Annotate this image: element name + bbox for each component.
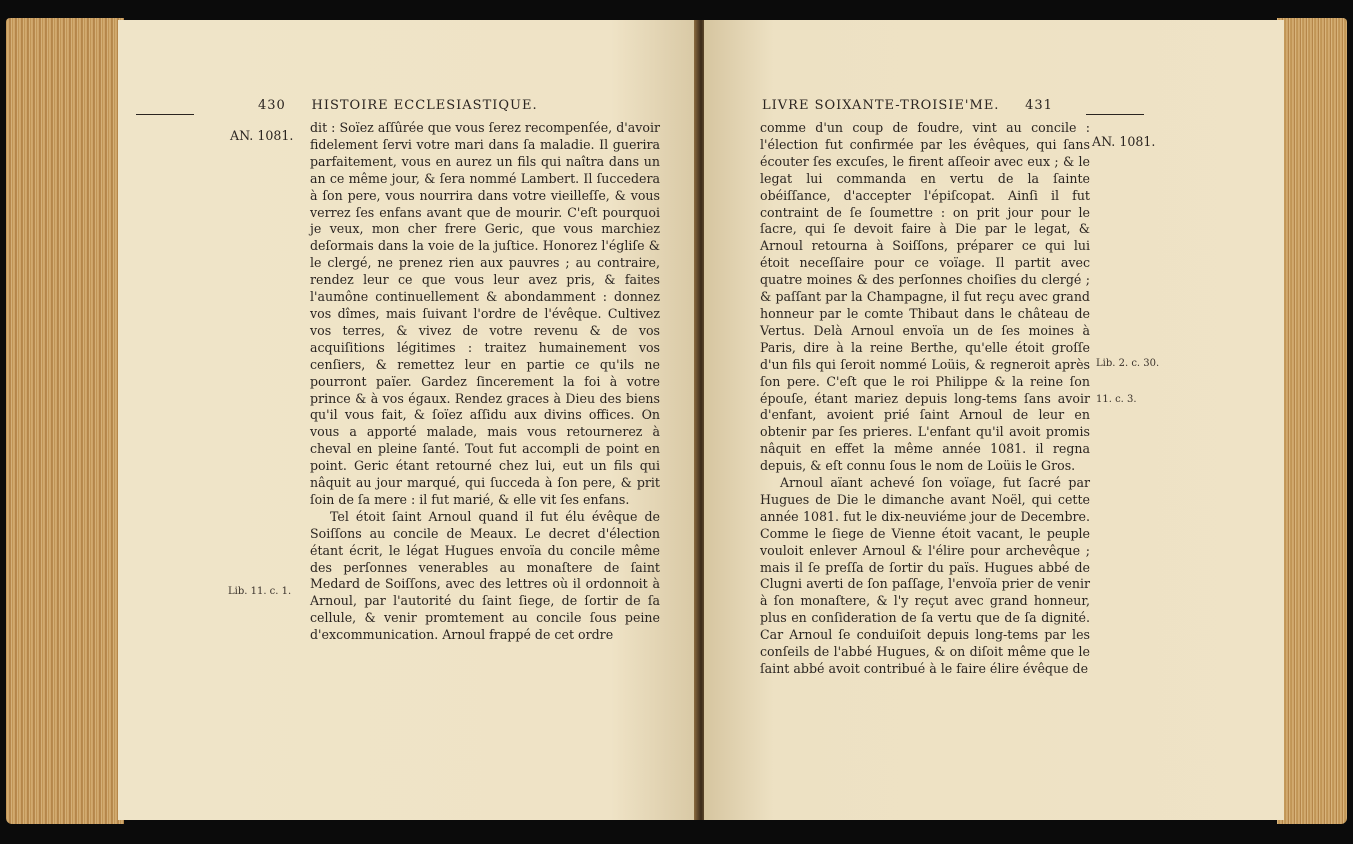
right-paragraph-2: Arnoul aïant achevé ſon voïage, fut ſacré par Hugues de Die le dimanche avant Noël, qui cette année 1081. fut le dix-neuviéme jour de Decembre. Comme le ſiege de Vienne étoit vacant, le peuple vouloit enlever Arnoul & l'élire pour archevêque ; mais il ſe preſſa de ſortir du païs. Hugues abbé de Clugni averti de ſon paſſage, l'envoïa prier de venir à ſon monaſtere, & l'y reçut avec grand honneur, plus en conſideration de ſa vertu que de ſa dignité. Car Arnoul ſe conduiſoit depuis long-tems par les conſeils de l'abbé Hugues, & on diſoit même que le ſaint abbé avoit contribué à le faire élire évêque de [760, 475, 1090, 676]
left-margin-reference: Lib. 11. c. 1. [228, 586, 292, 597]
right-margin-reference-1: Lib. 2. c. 30. [1096, 358, 1160, 369]
right-margin-reference-2: 11. c. 3. [1096, 394, 1137, 405]
right-running-head [762, 98, 1053, 113]
left-running-head [258, 98, 538, 113]
right-header-rule [1086, 114, 1144, 115]
left-paragraph-1: dit : Soïez aſſûrée que vous ſerez recompenſée, d'avoir fidelement ſervi votre mari dans ſa maladie. Il guerira parfaitement, vous en aurez un fils qui naîtra dans un an ce même jour, & ſera nommé Lambert. Il ſuccedera à ſon pere, vous nourrira dans votre vieilleſſe, & vous verrez ſes enfans avant que de mourir. C'eſt pourquoi je veux, mon cher frere Geric, que vous marchiez deſormais dans la voie de la juſtice. Honorez l'égliſe & le clergé, ne prenez rien aux pauvres ; au contraire, rendez leur ce que vous leur avez pris, & faites l'aumône continuellement & abondamment : donnez vos dîmes, mais ſuivant l'ordre de l'évêque. Cultivez vos terres, & vivez de votre revenu & de vos acquiſitions légitimes : traitez humainement vos cenſiers, & remettez leur en partie ce qu'ils ne pourront païer. Gardez ſincerement la foi à votre prince & à vos égaux. Rendez graces à Dieu des biens qu'il vous fait, & ſoïez aſſidu aux divins offices. On vous a apporté malade, mais vous retournerez à cheval en pleine ſanté. Tout fut accompli de point en point. Geric étant retourné chez lui, eut un fils qui nâquit au jour marqué, qui ſucceda à ſon pere, & prit ſoin de ſa mere : il fut marié, & elle vit ſes enfans. [310, 120, 660, 507]
left-page-text [310, 120, 660, 644]
right-page-text [760, 120, 1090, 678]
left-margin-year: AN. 1081. [230, 128, 294, 143]
right-page-number: 431 [1025, 98, 1053, 113]
right-page-edges [1277, 18, 1347, 824]
left-header-rule [136, 114, 194, 115]
right-page [704, 20, 1284, 820]
right-running-title: LIVRE SOIXANTE-TROISIE'ME. [762, 98, 1000, 113]
right-margin-year: AN. 1081. [1092, 134, 1156, 149]
left-page-number: 430 [258, 98, 286, 113]
left-page [118, 20, 698, 820]
left-paragraph-2: Tel étoit ſaint Arnoul quand il fut élu évêque de Soiſſons au concile de Meaux. Le decret d'élection étant écrit, le légat Hugues envoïa du concile même des perſonnes venerables au monaſtere de ſaint Medard de Soiſſons, avec des lettres où il ordonnoit à Arnoul, par l'autorité du ſaint ſiege, de ſortir de ſa cellule, & venir promtement au concile ſous peine d'excommunication. Arnoul frappé de cet ordre [310, 508, 660, 643]
left-page-edges [6, 18, 124, 824]
right-paragraph-1: comme d'un coup de foudre, vint au concile : l'élection fut confirmée par les évêques, qui ſans écouter ſes excuſes, le firent aſſeoir avec eux ; & le legat lui commanda en vertu de la ſainte obéiſſance, d'accepter l'épiſcopat. Ainſi il fut contraint de ſe ſoumettre : on prit jour pour le ſacre, qui ſe devoit faire à Die par le legat, & Arnoul retourna à Soiſſons, préparer ce qui lui étoit neceſſaire pour ce voïage. Il partit avec quatre moines & des perſonnes choiſies du clergé ; & paſſant par la Champagne, il fut reçu avec grand honneur par le comte Thibaut dans le château de Vertus. Delà Arnoul envoïa un de ſes moines à Paris, dire à la reine Berthe, qu'elle étoit groſſe d'un fils qui ſeroit nommé Loüis, & regneroit après ſon pere. C'eſt que le roi Philippe & la reine ſon épouſe, étant mariez depuis long-tems ſans avoir d'enfant, avoient prié ſaint Arnoul de leur en obtenir par ſes prieres. L'enfant qu'il avoit promis nâquit en effet la même année 1081. il regna depuis, & eſt connu ſous le nom de Loüis le Gros. [760, 120, 1090, 474]
left-running-title: HISTOIRE ECCLESIASTIQUE. [311, 98, 538, 113]
